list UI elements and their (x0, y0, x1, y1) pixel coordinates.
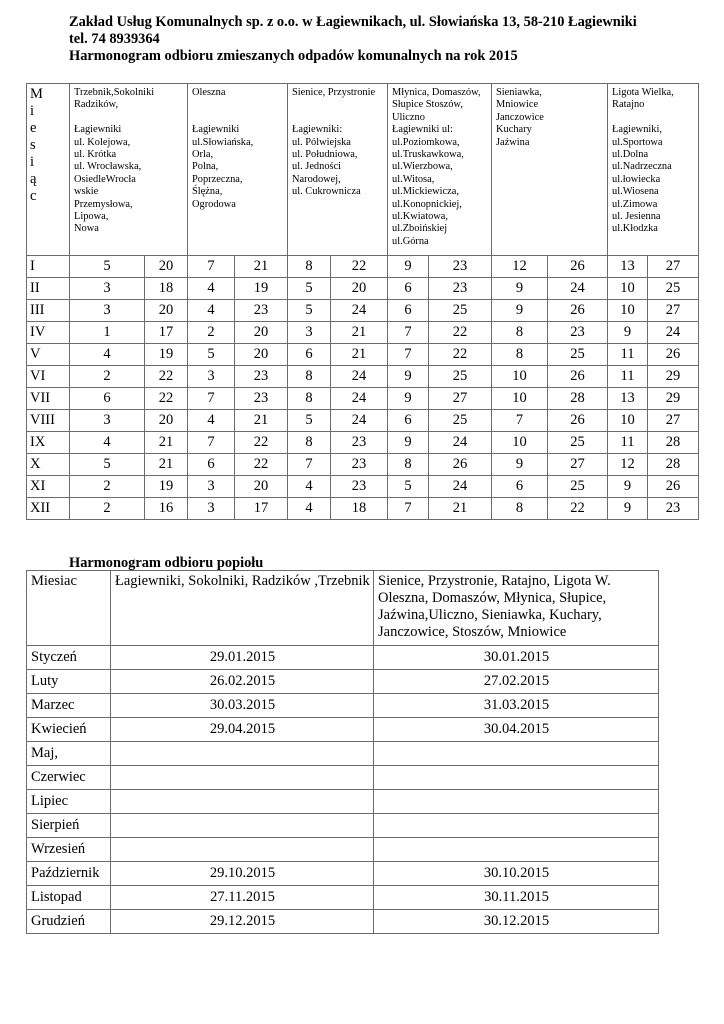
pickup-day-cell: 21 (235, 256, 288, 278)
header-row (27, 571, 659, 646)
pickup-date-cell (111, 766, 374, 790)
pickup-day-cell: 28 (648, 454, 699, 476)
month-cell: IX (27, 432, 70, 454)
month-header-letter: i (30, 103, 35, 119)
pickup-day-cell: 25 (429, 300, 492, 322)
pickup-day-cell: 7 (492, 410, 548, 432)
pickup-day-cell: 20 (145, 410, 188, 432)
pickup-day-cell: 3 (70, 300, 145, 322)
pickup-day-cell: 21 (145, 432, 188, 454)
street-name: Nowa (74, 223, 99, 235)
street-name: ul.Truskawkowa, (392, 149, 464, 161)
street-name: ul. Jesienna (612, 211, 661, 223)
pickup-day-cell: 21 (331, 322, 388, 344)
pickup-day-cell: 24 (429, 432, 492, 454)
pickup-day-cell: 7 (388, 344, 429, 366)
street-name: ul.Słowiańska, (192, 136, 254, 148)
pickup-day-cell: 26 (548, 256, 608, 278)
pickup-date-cell: 26.02.2015 (111, 670, 374, 694)
pickup-day-cell: 6 (288, 344, 331, 366)
month-cell: VII (27, 388, 70, 410)
village-name: Młynica, Domaszów, (392, 87, 481, 98)
street-name: Łagiewniki (74, 124, 122, 136)
street-name: ul. Cukrownicza (292, 186, 361, 198)
pickup-day-cell: 25 (429, 410, 492, 432)
pickup-day-cell: 26 (548, 300, 608, 322)
pickup-day-cell: 9 (388, 432, 429, 454)
pickup-day-cell: 24 (331, 388, 388, 410)
area-column-header (608, 84, 699, 256)
pickup-day-cell: 20 (145, 300, 188, 322)
area-column-header (492, 84, 608, 256)
month-cell: Wrzesień (27, 838, 111, 862)
pickup-day-cell: 5 (70, 454, 145, 476)
street-name: ul.Witosa, (392, 173, 435, 185)
pickup-day-cell: 25 (648, 278, 699, 300)
pickup-day-cell: 26 (548, 410, 608, 432)
village-name: Sienice, Przystronie (292, 87, 376, 98)
pickup-day-cell: 11 (608, 366, 648, 388)
table-row (27, 476, 699, 498)
month-cell: XI (27, 476, 70, 498)
street-name: ul.Wiosena (612, 186, 659, 198)
street-name: ul. Wrocławska, (74, 161, 142, 173)
table-row (27, 454, 699, 476)
month-cell: Styczeń (27, 646, 111, 670)
pickup-day-cell: 9 (492, 278, 548, 300)
street-name: wskie (74, 186, 99, 198)
village-name: Ratajno (612, 99, 645, 111)
pickup-day-cell: 4 (288, 498, 331, 520)
pickup-date-cell (111, 790, 374, 814)
month-header-letter: ą (30, 171, 37, 187)
pickup-day-cell: 10 (492, 366, 548, 388)
street-name: Narodowej, (292, 173, 341, 185)
street-name: ul.Wierzbowa, (392, 161, 453, 173)
pickup-day-cell: 9 (492, 454, 548, 476)
pickup-day-cell: 8 (492, 322, 548, 344)
table-row (27, 388, 699, 410)
pickup-date-cell (374, 814, 659, 838)
pickup-day-cell: 23 (548, 322, 608, 344)
street-name: Polna, (192, 161, 219, 173)
village-name: Kuchary (496, 124, 532, 136)
pickup-day-cell: 11 (608, 344, 648, 366)
pickup-day-cell: 5 (188, 344, 235, 366)
village-name: Mniowice (496, 99, 539, 111)
street-name: Poprzeczna, (192, 173, 243, 185)
pickup-day-cell: 2 (70, 366, 145, 388)
pickup-day-cell: 7 (188, 256, 235, 278)
pickup-day-cell: 9 (388, 388, 429, 410)
pickup-day-cell: 27 (429, 388, 492, 410)
pickup-day-cell: 16 (145, 498, 188, 520)
pickup-day-cell: 10 (608, 278, 648, 300)
pickup-day-cell: 25 (548, 344, 608, 366)
month-cell: II (27, 278, 70, 300)
street-name: ul. Południowa, (292, 149, 358, 161)
pickup-day-cell: 8 (492, 498, 548, 520)
pickup-day-cell: 29 (648, 366, 699, 388)
area-column-header (288, 84, 388, 256)
pickup-date-cell: 31.03.2015 (374, 694, 659, 718)
pickup-day-cell: 20 (235, 344, 288, 366)
street-name: Łagiewniki: (292, 124, 343, 136)
pickup-day-cell: 24 (331, 366, 388, 388)
pickup-day-cell: 7 (288, 454, 331, 476)
table-row (27, 670, 659, 694)
pickup-day-cell: 3 (188, 366, 235, 388)
street-name: Łagiewniki ul: (392, 124, 453, 136)
pickup-day-cell: 9 (608, 498, 648, 520)
pickup-day-cell: 7 (388, 498, 429, 520)
area-column-header (188, 84, 288, 256)
pickup-date-cell: 30.10.2015 (374, 862, 659, 886)
pickup-day-cell: 6 (188, 454, 235, 476)
month-header-letter: s (30, 137, 36, 153)
table-row (27, 886, 659, 910)
pickup-day-cell: 9 (388, 366, 429, 388)
pickup-day-cell: 18 (145, 278, 188, 300)
pickup-day-cell: 26 (648, 344, 699, 366)
pickup-day-cell: 27 (648, 256, 699, 278)
street-name: ul.łowiecka (612, 173, 661, 185)
pickup-day-cell: 10 (608, 300, 648, 322)
table-row (27, 322, 699, 344)
pickup-day-cell: 24 (331, 410, 388, 432)
pickup-day-cell: 26 (548, 366, 608, 388)
pickup-day-cell: 17 (235, 498, 288, 520)
pickup-day-cell: 21 (429, 498, 492, 520)
month-cell: Październik (27, 862, 111, 886)
table-row (27, 366, 699, 388)
pickup-day-cell: 24 (331, 300, 388, 322)
pickup-day-cell: 26 (648, 476, 699, 498)
pickup-day-cell: 13 (608, 388, 648, 410)
street-name: ul.Górna (392, 235, 429, 247)
month-cell: I (27, 256, 70, 278)
pickup-day-cell: 23 (331, 432, 388, 454)
village-name: Jaźwina (496, 136, 530, 148)
month-cell: Czerwiec (27, 766, 111, 790)
pickup-day-cell: 6 (388, 300, 429, 322)
month-cell: III (27, 300, 70, 322)
village-name: Ligota Wielka, (612, 87, 674, 98)
pickup-day-cell: 13 (608, 256, 648, 278)
pickup-day-cell: 4 (70, 432, 145, 454)
pickup-day-cell: 23 (648, 498, 699, 520)
pickup-day-cell: 7 (188, 432, 235, 454)
area-column-header (388, 84, 492, 256)
table-row (27, 742, 659, 766)
street-name: Łagiewniki (192, 124, 240, 136)
month-cell: VI (27, 366, 70, 388)
ash-schedule-title: Harmonogram odbioru popiołu (69, 555, 264, 571)
street-name: ul.Poziomkowa, (392, 136, 460, 148)
pickup-day-cell: 4 (188, 300, 235, 322)
pickup-date-cell: 27.11.2015 (111, 886, 374, 910)
pickup-day-cell: 3 (70, 278, 145, 300)
month-cell: Kwiecień (27, 718, 111, 742)
pickup-day-cell: 22 (145, 366, 188, 388)
pickup-day-cell: 9 (608, 476, 648, 498)
pickup-day-cell: 25 (429, 366, 492, 388)
pickup-day-cell: 8 (492, 344, 548, 366)
pickup-day-cell: 3 (188, 476, 235, 498)
pickup-day-cell: 4 (70, 344, 145, 366)
pickup-day-cell: 18 (331, 498, 388, 520)
pickup-day-cell: 21 (235, 410, 288, 432)
street-name: ul.Sportowa (612, 136, 663, 148)
pickup-date-cell: 29.04.2015 (111, 718, 374, 742)
pickup-day-cell: 17 (145, 322, 188, 344)
pickup-day-cell: 6 (70, 388, 145, 410)
pickup-day-cell: 9 (388, 256, 429, 278)
street-name: ul.Konopnickiej, (392, 198, 462, 210)
pickup-day-cell: 23 (235, 300, 288, 322)
pickup-day-cell: 7 (188, 388, 235, 410)
table-row (27, 300, 699, 322)
pickup-day-cell: 4 (188, 278, 235, 300)
pickup-day-cell: 3 (188, 498, 235, 520)
month-column-header (27, 84, 70, 256)
month-header-letter: e (30, 120, 37, 136)
pickup-day-cell: 21 (145, 454, 188, 476)
pickup-day-cell: 24 (648, 322, 699, 344)
street-name: Przemysłowa, (74, 198, 133, 210)
ash-schedule-table (26, 570, 659, 934)
street-name: ul. Jedności (292, 161, 342, 173)
pickup-day-cell: 22 (429, 322, 492, 344)
table-row (27, 814, 659, 838)
village-name: Słupice Stoszów, (392, 99, 463, 111)
month-cell: Grudzień (27, 910, 111, 934)
month-cell: Maj, (27, 742, 111, 766)
pickup-day-cell: 2 (188, 322, 235, 344)
street-name: ul.Mickiewicza, (392, 186, 459, 198)
village-name: Janczowice (496, 111, 544, 123)
pickup-date-cell (374, 742, 659, 766)
pickup-day-cell: 19 (235, 278, 288, 300)
pickup-day-cell: 8 (288, 256, 331, 278)
street-name: OsiedleWrocła (74, 173, 136, 185)
pickup-day-cell: 27 (648, 410, 699, 432)
pickup-day-cell: 8 (288, 432, 331, 454)
table-row (27, 278, 699, 300)
table-row (27, 256, 699, 278)
pickup-day-cell: 27 (548, 454, 608, 476)
pickup-date-cell: 27.02.2015 (374, 670, 659, 694)
pickup-day-cell: 5 (288, 410, 331, 432)
pickup-day-cell: 23 (429, 256, 492, 278)
street-name: ul.Zimowa (612, 198, 658, 210)
month-cell: VIII (27, 410, 70, 432)
pickup-day-cell: 20 (145, 256, 188, 278)
month-cell: XII (27, 498, 70, 520)
pickup-day-cell: 27 (648, 300, 699, 322)
pickup-date-cell: 30.01.2015 (374, 646, 659, 670)
pickup-date-cell (374, 766, 659, 790)
table-row (27, 410, 699, 432)
street-name: ul.Kwiatowa, (392, 211, 448, 223)
header-row (27, 84, 699, 256)
pickup-day-cell: 19 (145, 344, 188, 366)
street-name: Ogrodowa (192, 198, 236, 210)
pickup-day-cell: 2 (70, 498, 145, 520)
pickup-day-cell: 20 (235, 476, 288, 498)
pickup-day-cell: 11 (608, 432, 648, 454)
street-name: ul.Nadrzeczna (612, 161, 672, 173)
pickup-day-cell: 22 (235, 432, 288, 454)
street-name: ul.Dolna (612, 149, 649, 161)
street-name: Orla, (192, 149, 214, 161)
area-column-header: Łagiewniki, Sokolniki, Radzików ,Trzebnik (111, 571, 374, 646)
table-row (27, 646, 659, 670)
pickup-day-cell: 8 (288, 366, 331, 388)
pickup-date-cell (111, 814, 374, 838)
street-name: ul.Kłodzka (612, 223, 658, 235)
month-cell: X (27, 454, 70, 476)
pickup-day-cell: 23 (331, 476, 388, 498)
table-row (27, 766, 659, 790)
mixed-waste-schedule-table (26, 83, 699, 520)
document-header (69, 14, 709, 65)
pickup-day-cell: 10 (492, 388, 548, 410)
pickup-date-cell (374, 838, 659, 862)
table-row (27, 862, 659, 886)
month-header-letter: c (30, 188, 37, 204)
pickup-day-cell: 24 (548, 278, 608, 300)
table-row (27, 432, 699, 454)
pickup-day-cell: 24 (429, 476, 492, 498)
month-cell: Luty (27, 670, 111, 694)
pickup-day-cell: 10 (492, 432, 548, 454)
pickup-day-cell: 2 (70, 476, 145, 498)
month-cell: V (27, 344, 70, 366)
pickup-day-cell: 4 (288, 476, 331, 498)
pickup-day-cell: 3 (70, 410, 145, 432)
pickup-date-cell: 29.01.2015 (111, 646, 374, 670)
pickup-day-cell: 4 (188, 410, 235, 432)
pickup-day-cell: 1 (70, 322, 145, 344)
pickup-day-cell: 8 (288, 388, 331, 410)
month-cell: Marzec (27, 694, 111, 718)
area-column-header (70, 84, 188, 256)
month-cell: Listopad (27, 886, 111, 910)
pickup-day-cell: 22 (548, 498, 608, 520)
schedule-title: Harmonogram odbioru zmieszanych odpadów komunalnych na rok 2015 (69, 48, 518, 64)
pickup-date-cell: 30.12.2015 (374, 910, 659, 934)
pickup-day-cell: 23 (331, 454, 388, 476)
pickup-day-cell: 29 (648, 388, 699, 410)
pickup-day-cell: 19 (145, 476, 188, 498)
pickup-day-cell: 22 (145, 388, 188, 410)
street-name: ul. Krótka (74, 149, 117, 161)
company-phone: tel. 74 8939364 (69, 31, 160, 47)
pickup-date-cell: 29.12.2015 (111, 910, 374, 934)
table-row (27, 790, 659, 814)
street-name: ul.Zboińskiej (392, 223, 448, 235)
table-row (27, 498, 699, 520)
month-cell: Lipiec (27, 790, 111, 814)
month-header-letter: i (30, 154, 35, 170)
pickup-day-cell: 7 (388, 322, 429, 344)
village-name: Sieniawka, (496, 87, 542, 98)
street-name: Lipowa, (74, 211, 109, 223)
pickup-day-cell: 20 (235, 322, 288, 344)
pickup-day-cell: 5 (70, 256, 145, 278)
pickup-day-cell: 22 (331, 256, 388, 278)
village-name: Uliczno (392, 111, 425, 123)
table-row (27, 718, 659, 742)
month-cell: IV (27, 322, 70, 344)
table-row (27, 838, 659, 862)
pickup-day-cell: 6 (492, 476, 548, 498)
pickup-day-cell: 20 (331, 278, 388, 300)
company-address: Zakład Usług Komunalnych sp. z o.o. w Łagiewnikach, ul. Słowiańska 13, 58-210 Łagiewniki (69, 14, 637, 30)
pickup-day-cell: 5 (388, 476, 429, 498)
pickup-date-cell (111, 838, 374, 862)
pickup-day-cell: 12 (608, 454, 648, 476)
month-header-letter: M (30, 86, 43, 102)
pickup-day-cell: 25 (548, 476, 608, 498)
village-name: Oleszna (192, 87, 226, 98)
pickup-day-cell: 22 (429, 344, 492, 366)
pickup-date-cell (111, 742, 374, 766)
pickup-day-cell: 6 (388, 278, 429, 300)
street-name: Ślężna, (192, 186, 223, 198)
pickup-day-cell: 23 (235, 366, 288, 388)
pickup-day-cell: 21 (331, 344, 388, 366)
pickup-day-cell: 23 (235, 388, 288, 410)
pickup-day-cell: 3 (288, 322, 331, 344)
pickup-day-cell: 5 (288, 278, 331, 300)
pickup-date-cell: 29.10.2015 (111, 862, 374, 886)
pickup-day-cell: 5 (288, 300, 331, 322)
pickup-day-cell: 6 (388, 410, 429, 432)
street-name: Łagiewniki, (612, 124, 662, 136)
pickup-date-cell: 30.04.2015 (374, 718, 659, 742)
area-column-header: Sienice, Przystronie, Ratajno, Ligota W. Oleszna, Domaszów, Młynica, Słupice, Jaźwina,Uliczno, Sieniawka, Kuchary, Janczowice, Stoszów, Mniowice (374, 571, 659, 646)
month-column-header: Miesiac (27, 571, 111, 646)
pickup-day-cell: 12 (492, 256, 548, 278)
pickup-day-cell: 22 (235, 454, 288, 476)
pickup-day-cell: 28 (648, 432, 699, 454)
pickup-day-cell: 28 (548, 388, 608, 410)
street-name: ul. Pólwiejska (292, 136, 351, 148)
street-name: ul. Kolejowa, (74, 136, 131, 148)
village-name: Trzebnik,Sokolniki (74, 87, 155, 98)
pickup-day-cell: 26 (429, 454, 492, 476)
table-row (27, 344, 699, 366)
pickup-day-cell: 8 (388, 454, 429, 476)
pickup-day-cell: 25 (548, 432, 608, 454)
pickup-day-cell: 9 (608, 322, 648, 344)
month-cell: Sierpień (27, 814, 111, 838)
pickup-date-cell: 30.03.2015 (111, 694, 374, 718)
pickup-date-cell (374, 790, 659, 814)
table-row (27, 910, 659, 934)
pickup-day-cell: 23 (429, 278, 492, 300)
pickup-date-cell: 30.11.2015 (374, 886, 659, 910)
village-name: Radzików, (74, 99, 119, 111)
pickup-day-cell: 9 (492, 300, 548, 322)
pickup-day-cell: 10 (608, 410, 648, 432)
table-row (27, 694, 659, 718)
